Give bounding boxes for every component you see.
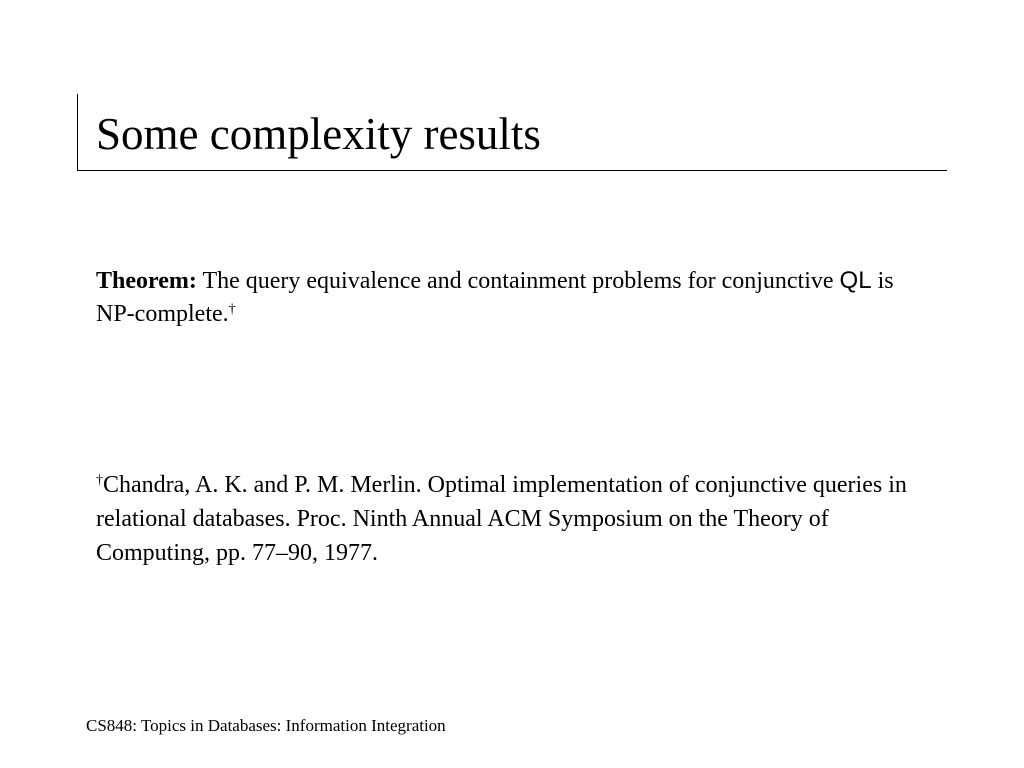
citation-text: Chandra, A. K. and P. M. Merlin. Optimal implementation of conjunctive queries in relational databases. Proc. Ninth Annual ACM Symposium on the Theory of Computing, pp. 77–90, 1977. — [96, 472, 907, 566]
citation — [96, 468, 936, 570]
theorem-label: Theorem: — [96, 268, 197, 294]
theorem-statement — [96, 264, 936, 331]
theorem-text-before: The query equivalence and containment problems for conjunctive — [196, 268, 840, 294]
slide-footer: CS848: Topics in Databases: Information Integration — [86, 716, 446, 735]
query-language-name: QL — [839, 267, 872, 294]
citation-marker: † — [96, 473, 103, 488]
footnote-marker: † — [228, 302, 236, 317]
slide-title: Some complexity results — [96, 109, 541, 159]
title-rule-vertical — [77, 94, 78, 170]
theorem-text-after: is NP-complete. — [96, 268, 894, 327]
title-rule-horizontal — [77, 170, 947, 171]
